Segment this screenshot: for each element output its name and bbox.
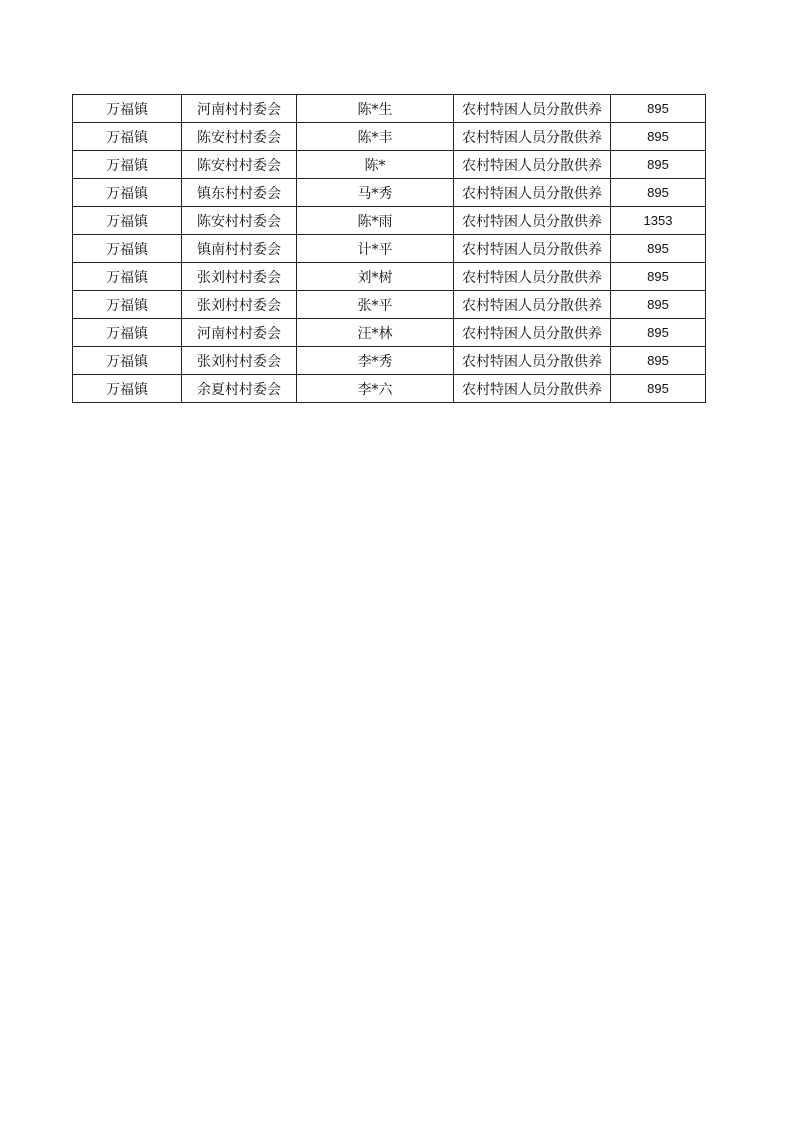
table-row	[73, 123, 706, 151]
village-cell: 张刘村村委会	[182, 291, 297, 319]
type-cell: 农村特困人员分散供养	[454, 347, 611, 375]
amount-cell: 1353	[611, 207, 706, 235]
amount-cell: 895	[611, 151, 706, 179]
village-cell: 张刘村村委会	[182, 263, 297, 291]
amount-cell: 895	[611, 123, 706, 151]
name-cell: 计*平	[297, 235, 454, 263]
amount-cell: 895	[611, 375, 706, 403]
name-cell: 陈*丰	[297, 123, 454, 151]
table-row	[73, 375, 706, 403]
name-cell: 李*秀	[297, 347, 454, 375]
type-cell: 农村特困人员分散供养	[454, 375, 611, 403]
name-cell: 张*平	[297, 291, 454, 319]
name-cell: 陈*雨	[297, 207, 454, 235]
amount-cell: 895	[611, 319, 706, 347]
town-cell: 万福镇	[73, 123, 182, 151]
village-cell: 陈安村村委会	[182, 151, 297, 179]
type-cell: 农村特困人员分散供养	[454, 263, 611, 291]
village-cell: 镇东村村委会	[182, 179, 297, 207]
name-cell: 刘*树	[297, 263, 454, 291]
table-row	[73, 95, 706, 123]
village-cell: 河南村村委会	[182, 319, 297, 347]
table-row	[73, 207, 706, 235]
village-cell: 陈安村村委会	[182, 207, 297, 235]
type-cell: 农村特困人员分散供养	[454, 123, 611, 151]
amount-cell: 895	[611, 291, 706, 319]
village-cell: 张刘村村委会	[182, 347, 297, 375]
town-cell: 万福镇	[73, 207, 182, 235]
table-row	[73, 235, 706, 263]
table-row	[73, 263, 706, 291]
table-row	[73, 347, 706, 375]
type-cell: 农村特困人员分散供养	[454, 207, 611, 235]
town-cell: 万福镇	[73, 291, 182, 319]
relief-recipients-table	[72, 94, 706, 403]
name-cell: 李*六	[297, 375, 454, 403]
town-cell: 万福镇	[73, 375, 182, 403]
table-body	[73, 95, 706, 403]
town-cell: 万福镇	[73, 319, 182, 347]
name-cell: 陈*	[297, 151, 454, 179]
table-row	[73, 179, 706, 207]
town-cell: 万福镇	[73, 151, 182, 179]
town-cell: 万福镇	[73, 179, 182, 207]
table-row	[73, 151, 706, 179]
amount-cell: 895	[611, 263, 706, 291]
type-cell: 农村特困人员分散供养	[454, 95, 611, 123]
village-cell: 镇南村村委会	[182, 235, 297, 263]
town-cell: 万福镇	[73, 235, 182, 263]
amount-cell: 895	[611, 235, 706, 263]
type-cell: 农村特困人员分散供养	[454, 235, 611, 263]
town-cell: 万福镇	[73, 263, 182, 291]
type-cell: 农村特困人员分散供养	[454, 179, 611, 207]
table-row	[73, 291, 706, 319]
table-row	[73, 319, 706, 347]
village-cell: 陈安村村委会	[182, 123, 297, 151]
name-cell: 汪*林	[297, 319, 454, 347]
village-cell: 余夏村村委会	[182, 375, 297, 403]
amount-cell: 895	[611, 347, 706, 375]
type-cell: 农村特困人员分散供养	[454, 151, 611, 179]
village-cell: 河南村村委会	[182, 95, 297, 123]
type-cell: 农村特困人员分散供养	[454, 291, 611, 319]
name-cell: 陈*生	[297, 95, 454, 123]
type-cell: 农村特困人员分散供养	[454, 319, 611, 347]
town-cell: 万福镇	[73, 347, 182, 375]
name-cell: 马*秀	[297, 179, 454, 207]
amount-cell: 895	[611, 179, 706, 207]
amount-cell: 895	[611, 95, 706, 123]
town-cell: 万福镇	[73, 95, 182, 123]
